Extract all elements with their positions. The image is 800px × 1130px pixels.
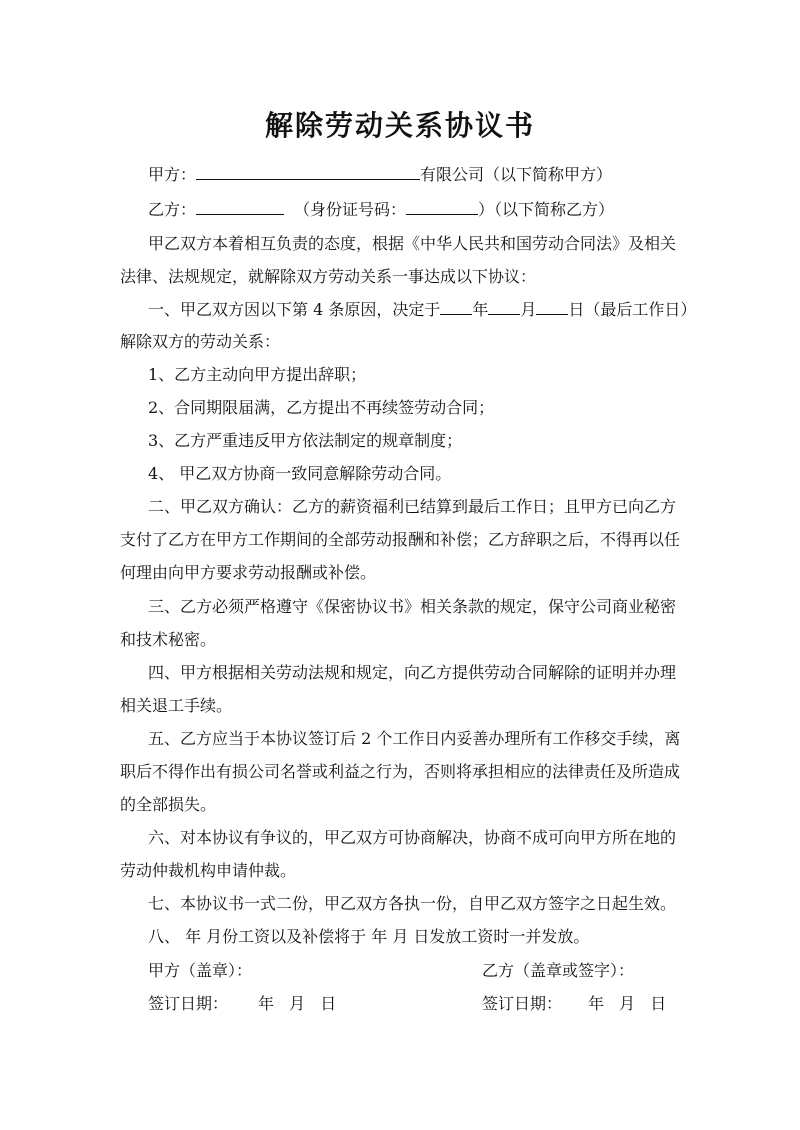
day-blank — [536, 298, 568, 315]
day-label: 日（最后工作日） — [568, 300, 697, 319]
party-b-seal-label: 乙方（盖章或签字）： — [482, 961, 635, 980]
clause-6-line-2: 劳动仲裁机构申请仲裁。 — [120, 861, 297, 880]
clause-3-line-2: 和技术秘密。 — [120, 630, 217, 649]
month-blank — [488, 298, 520, 315]
clause-5-line-2: 职后不得作出有损公司名誉或利益之行为，否则将承担相应的法律责任及所造成 — [120, 762, 681, 781]
party-b-suffix: （以下简称乙方） — [494, 200, 615, 219]
clause-1-lead: 一、甲乙双方因以下第 4 条原因，决定于 — [148, 300, 441, 319]
document-title: 解除劳动关系协议书 — [264, 109, 535, 142]
clause-2-line-1: 二、甲乙双方确认：乙方的薪资福利已结算到最后工作日；且甲方已向乙方 — [148, 497, 677, 516]
party-b-date-line — [482, 993, 666, 1015]
clause-3-line-1: 三、乙方必须严格遵守《保密协议书》相关条款的规定，保守公司商业秘密 — [148, 597, 677, 616]
party-a-label: 甲方： — [148, 165, 197, 184]
year-label: 年 — [472, 300, 489, 319]
party-b-line — [148, 198, 614, 221]
party-b-date-label: 签订日期： — [482, 994, 563, 1013]
party-b-label: 乙方： — [148, 200, 197, 219]
reason-2: 2、合同期限届满，乙方提出不再续签劳动合同； — [148, 398, 495, 417]
reason-1: 1、乙方主动向甲方提出辞职； — [148, 365, 367, 384]
party-b-id-label: （身份证号码： — [294, 200, 407, 219]
clause-1-line-2: 解除双方的劳动关系： — [120, 332, 281, 351]
party-b-name-blank — [196, 198, 284, 215]
party-a-seal-label: 甲方（盖章）： — [148, 961, 253, 980]
clause-5-line-1: 五、乙方应当于本协议签订后 2 个工作日内妥善办理所有工作移交手续，离 — [148, 729, 681, 748]
clause-8: 八、 年 月份工资以及补偿将于 年 月 日发放工资时一并发放。 — [148, 927, 590, 946]
clause-2-line-2: 支付了乙方在甲方工作期间的全部劳动报酬和补偿；乙方辞职之后，不得再以任 — [120, 530, 681, 549]
reason-3: 3、乙方严重违反甲方依法制定的规章制度； — [148, 431, 463, 450]
clause-1-line-1 — [148, 298, 696, 321]
party-a-date-label: 签订日期： — [148, 994, 229, 1013]
party-b-date-value: 年 月 日 — [588, 994, 667, 1013]
party-a-date-line — [148, 993, 336, 1015]
clause-5-line-3: 的全部损失。 — [120, 795, 217, 814]
party-b-id-close: ） — [478, 200, 495, 219]
clause-4-line-2: 相关退工手续。 — [120, 696, 233, 715]
party-a-name-blank — [196, 163, 420, 180]
party-a-line — [148, 163, 612, 186]
reason-4: 4、 甲乙双方协商一致同意解除劳动合同。 — [148, 464, 452, 483]
party-a-suffix: 有限公司（以下简称甲方） — [420, 165, 613, 184]
month-label: 月 — [520, 300, 537, 319]
clause-4-line-1: 四、甲方根据相关劳动法规和规定，向乙方提供劳动合同解除的证明并办理 — [148, 663, 677, 682]
year-blank — [440, 298, 472, 315]
intro-line-1: 甲乙双方本着相互负责的态度，根据《中华人民共和国劳动合同法》及相关 — [148, 234, 677, 253]
party-a-date-value: 年 月 日 — [258, 994, 337, 1013]
clause-6-line-1: 六、对本协议有争议的，甲乙双方可协商解决，协商不成可向甲方所在地的 — [148, 828, 677, 847]
clause-7: 七、本协议书一式二份，甲乙双方各执一份，自甲乙双方签字之日起生效。 — [148, 894, 677, 913]
party-b-id-blank — [406, 198, 478, 215]
intro-line-2: 法律、法规规定，就解除双方劳动关系一事达成以下协议： — [120, 267, 537, 286]
clause-2-line-3: 何理由向甲方要求劳动报酬或补偿。 — [120, 563, 377, 582]
